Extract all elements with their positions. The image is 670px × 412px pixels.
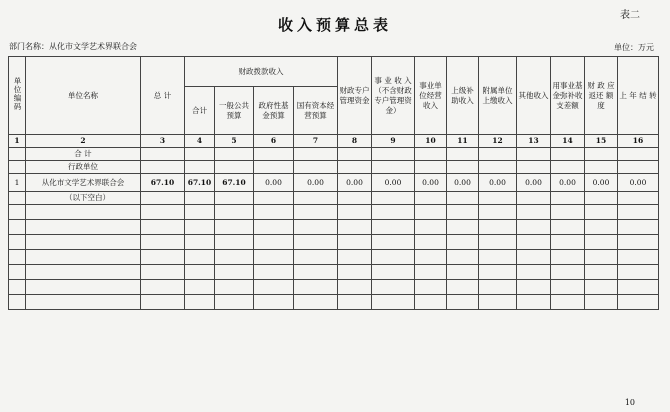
row-fiscal-return: 0.00 xyxy=(585,174,618,192)
column-number: 2 xyxy=(26,135,141,148)
table-tag: 表二 xyxy=(620,10,640,21)
header-fiscal-special: 财政专户管理资金 xyxy=(338,57,372,135)
column-number: 3 xyxy=(141,135,185,148)
column-number: 5 xyxy=(215,135,254,148)
header-unit-name: 单位名称 xyxy=(26,57,141,135)
income-budget-table xyxy=(8,56,659,310)
header-state-capital: 国有资本经营预算 xyxy=(294,87,338,135)
row-fund-balance-use: 0.00 xyxy=(551,174,585,192)
column-number: 4 xyxy=(185,135,215,148)
row-general-budget: 67.10 xyxy=(215,174,254,192)
total-row-label: 合 计 xyxy=(26,148,141,161)
row-business-income: 0.00 xyxy=(372,174,415,192)
row-carryover: 0.00 xyxy=(618,174,659,192)
header-superior-subsidy: 上级补助收入 xyxy=(447,57,479,135)
column-number: 14 xyxy=(551,135,585,148)
header-subtotal: 合计 xyxy=(185,87,215,135)
column-number: 12 xyxy=(479,135,517,148)
header-total: 总 计 xyxy=(141,57,185,135)
table-row xyxy=(9,174,659,192)
unit-label: 单位：万元 xyxy=(614,43,654,52)
header-subordinate-remit: 附属单位上缴收入 xyxy=(479,57,517,135)
header-business-operating: 事业单位经营收入 xyxy=(415,57,447,135)
column-number: 7 xyxy=(294,135,338,148)
category-label: 行政单位 xyxy=(26,161,141,174)
page-title: 收入预算总表 xyxy=(277,16,392,34)
header-fiscal-group: 财政拨款收入 xyxy=(185,57,338,87)
header-fiscal-return: 财 政 应 返还 额度 xyxy=(585,57,618,135)
row-total: 67.10 xyxy=(141,174,185,192)
row-subordinate-remit: 0.00 xyxy=(479,174,517,192)
header-other-income: 其他收入 xyxy=(517,57,551,135)
row-unit-name: 从化市文学艺术界联合会 xyxy=(26,174,141,192)
header-business-income: 事 业 收 入 （不含财政专户管理资金） xyxy=(372,57,415,135)
row-business-operating: 0.00 xyxy=(415,174,447,192)
header-carryover: 上 年 结 转 xyxy=(618,57,659,135)
row-superior-subsidy: 0.00 xyxy=(447,174,479,192)
header-gov-fund: 政府性基金预算 xyxy=(254,87,294,135)
column-number: 9 xyxy=(372,135,415,148)
row-state-capital: 0.00 xyxy=(294,174,338,192)
column-number: 16 xyxy=(618,135,659,148)
column-number: 6 xyxy=(254,135,294,148)
column-number: 8 xyxy=(338,135,372,148)
header-unit-code: 单位编码 xyxy=(9,57,26,135)
row-gov-fund: 0.00 xyxy=(254,174,294,192)
column-number: 1 xyxy=(9,135,26,148)
row-other-income: 0.00 xyxy=(517,174,551,192)
row-subtotal: 67.10 xyxy=(185,174,215,192)
column-number: 10 xyxy=(415,135,447,148)
header-fund-balance-use: 用事业基金弥补收支差额 xyxy=(551,57,585,135)
row-code: 1 xyxy=(9,174,26,192)
row-fiscal-special: 0.00 xyxy=(338,174,372,192)
column-number: 15 xyxy=(585,135,618,148)
page-number: 10 xyxy=(624,398,635,407)
department-name: 部门名称：从化市文学艺术界联合会 xyxy=(9,42,137,51)
header-general-budget: 一般公共预算 xyxy=(215,87,254,135)
blank-note: （以下空白） xyxy=(26,192,141,205)
column-number: 13 xyxy=(517,135,551,148)
column-number: 11 xyxy=(447,135,479,148)
